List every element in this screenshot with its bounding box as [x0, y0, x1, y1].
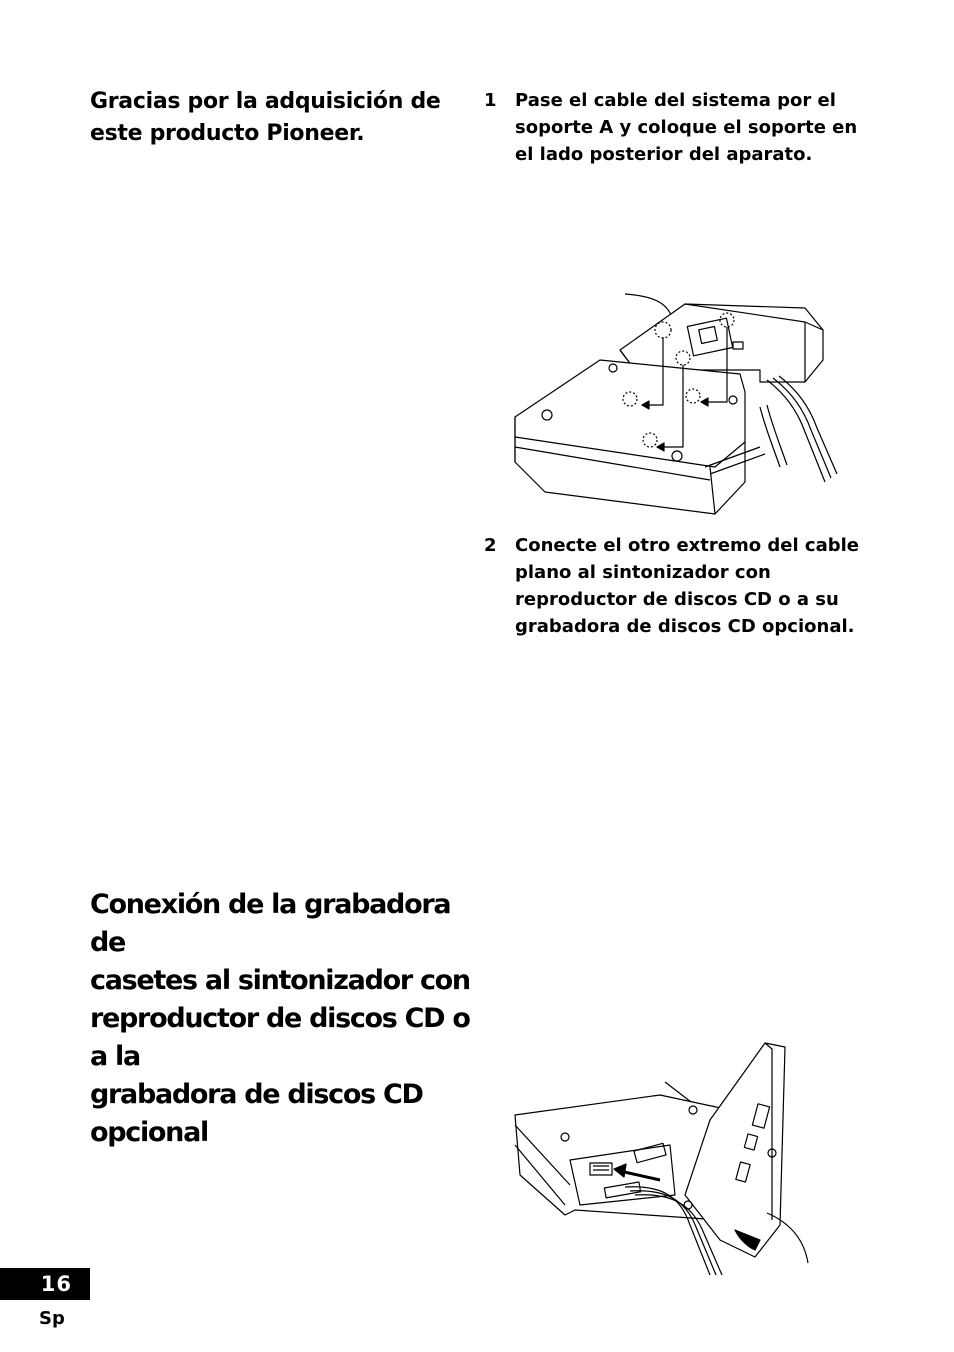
intro-text: [90, 86, 450, 150]
section-heading-line-3: reproductor de discos CD o a la: [90, 1003, 470, 1072]
bracket-attachment-illustration: [505, 282, 845, 527]
language-code: Sp: [39, 1308, 65, 1329]
section-heading-line-1: Conexión de la grabadora de: [90, 889, 451, 958]
step-1: [484, 87, 864, 168]
intro-line-2: este producto Pioneer.: [90, 121, 365, 146]
page-number: 16: [0, 1268, 90, 1300]
lower-unit-body: [515, 360, 745, 514]
section-heading-line-2: casetes al sintonizador con: [90, 965, 470, 996]
step-1-text: Pase el cable del sistema por el soporte A y coloque el soporte en el lado posterior del aparato.: [515, 90, 858, 165]
cable-connection-illustration: [510, 1035, 830, 1285]
intro-line-1: Gracias por la adquisición de: [90, 89, 441, 114]
step-2-text: Conecte el otro extremo del cable plano al sintonizador con reproductor de discos CD o a su grabadora de discos CD opcional.: [515, 535, 859, 637]
step-1-number: 1: [484, 90, 497, 111]
step-2: [484, 532, 864, 640]
section-heading: [90, 886, 490, 1152]
section-heading-line-4: grabadora de discos CD opcional: [90, 1079, 423, 1148]
step-2-number: 2: [484, 535, 497, 556]
